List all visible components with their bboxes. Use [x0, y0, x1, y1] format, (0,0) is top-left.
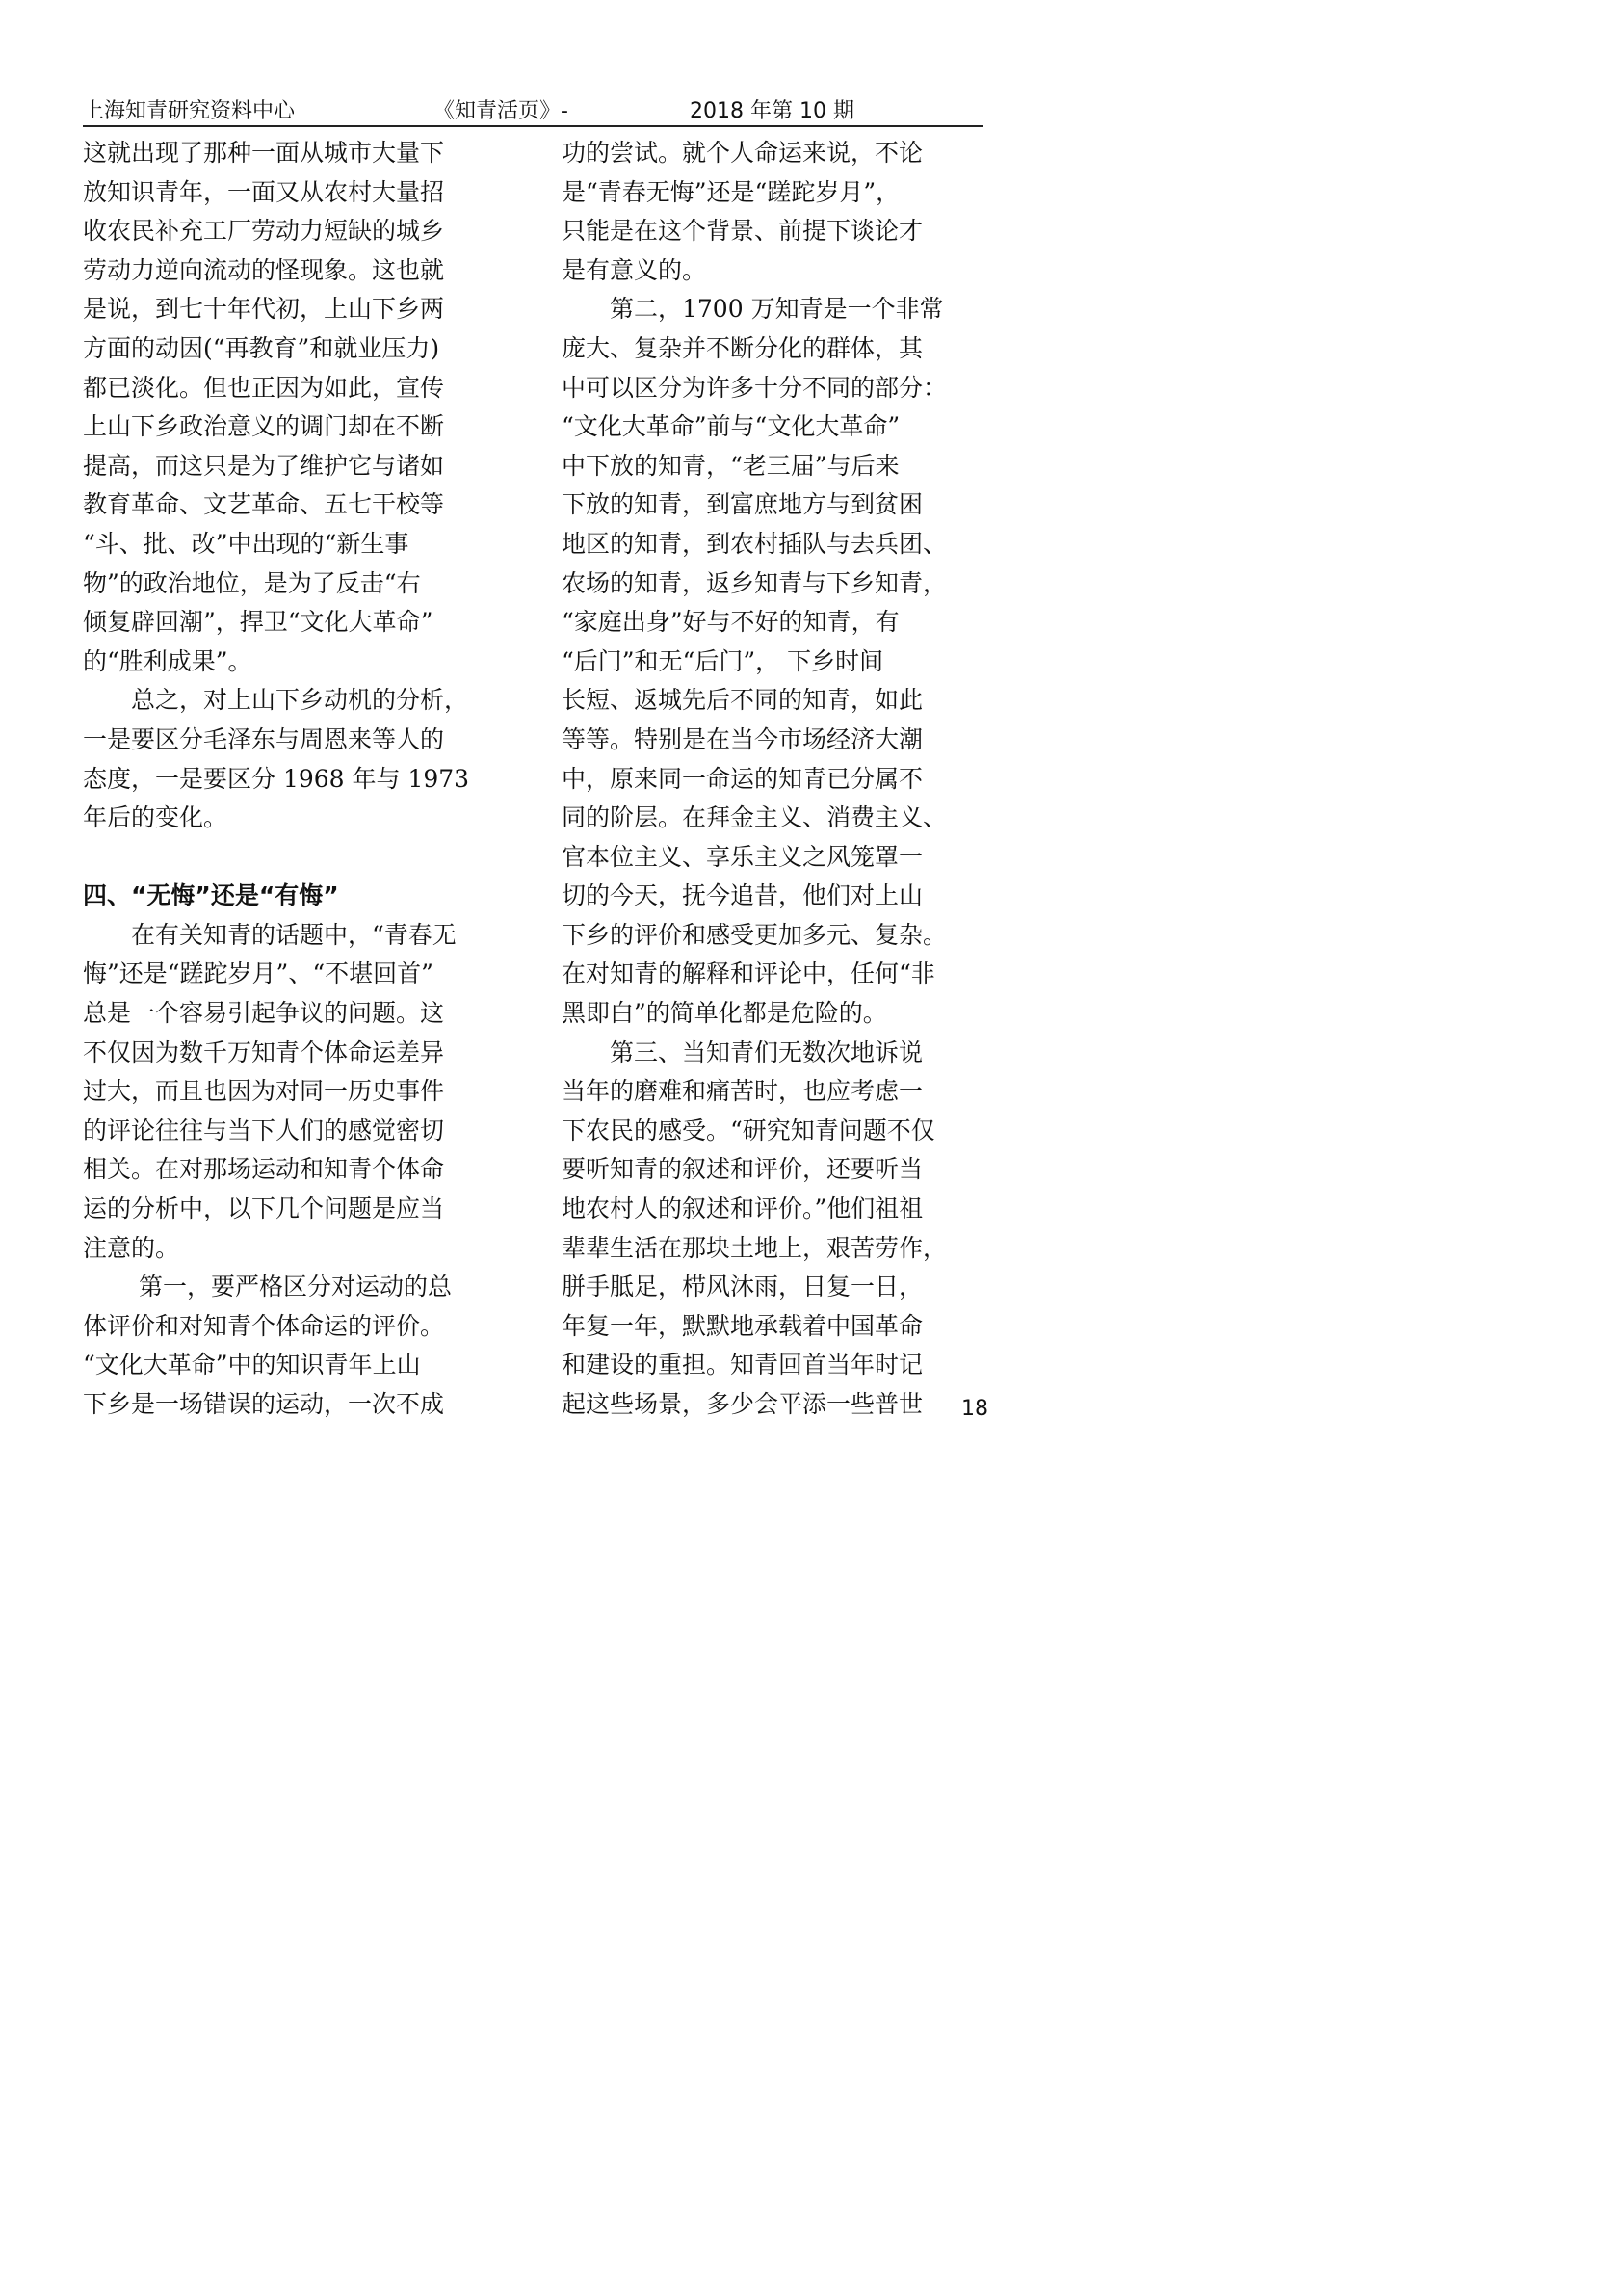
left-column-text-line: 注意的。 [83, 1233, 180, 1262]
left-column-text-line: 在有关知青的话题中，“青春无 [83, 920, 457, 949]
left-column-text-line: 劳动力逆向流动的怪现象。这也就 [83, 255, 445, 284]
right-column-text-line: 第二，1700 万知青是一个非常 [562, 295, 944, 324]
left-column-text-line: 体评价和对知青个体命运的评价。 [83, 1311, 445, 1340]
left-column-text-line: 不仅因为数千万知青个体命运差异 [83, 1037, 445, 1066]
right-column-text-line: 地区的知青，到农村插队与去兵团、 [562, 529, 948, 558]
left-column-text-line: 相关。在对那场运动和知青个体命 [83, 1155, 445, 1184]
right-column-text-line: 农场的知青，返乡知青与下乡知青， [562, 568, 948, 597]
right-column-text-line: 切的今天，抚今追昔，他们对上山 [562, 881, 924, 910]
left-column-text-line: 年后的变化。 [83, 803, 228, 832]
right-column-text-line: 年复一年，默默地承载着中国革命 [562, 1311, 924, 1340]
left-column-text-line: 态度，一是要区分 1968 年与 1973 [83, 764, 470, 793]
right-column-text-line: “家庭出身”好与不好的知青，有 [562, 608, 900, 637]
left-column-text-line: 物”的政治地位，是为了反击“右 [83, 568, 421, 597]
left-column-text-line: 上山下乡政治意义的调门却在不断 [83, 412, 445, 441]
header-journal-title: 《知青活页》- [433, 99, 568, 123]
header-rule [83, 125, 983, 127]
right-column-text-line: “后门”和无“后门”， 下乡时间 [562, 646, 884, 675]
left-column-text-line: 是说，到七十年代初，上山下乡两 [83, 295, 445, 324]
section-heading: 四、“无悔”还是“有悔” [83, 881, 339, 910]
right-column-text-line: 下乡的评价和感受更加多元、复杂。 [562, 920, 948, 949]
right-column-text-line: 黑即白”的简单化都是危险的。 [562, 999, 887, 1028]
left-column-text-line: 下乡是一场错误的运动，一次不成 [83, 1390, 445, 1418]
right-column-text-line: 胼手胝足，栉风沐雨，日复一日， [562, 1273, 924, 1301]
right-column-text-line: 等等。特别是在当今市场经济大潮 [562, 724, 924, 753]
right-column-text-line: 同的阶层。在拜金主义、消费主义、 [562, 803, 948, 832]
right-column-text-line: 当年的磨难和痛苦时，也应考虑一 [562, 1077, 924, 1106]
left-column-text-line: 收农民补充工厂劳动力短缺的城乡 [83, 217, 445, 246]
left-column-text-line: 倾复辟回潮”，捍卫“文化大革命” [83, 608, 433, 637]
right-column-text-line: 和建设的重担。知青回首当年时记 [562, 1351, 924, 1379]
right-column-text-line: “文化大革命”前与“文化大革命” [562, 412, 901, 441]
right-column-text-line: 只能是在这个背景、前提下谈论才 [562, 217, 924, 246]
left-column-text-line: 一是要区分毛泽东与周恩来等人的 [83, 724, 445, 753]
left-column-text-line: 运的分析中，以下几个问题是应当 [83, 1195, 445, 1223]
right-column-text-line: 起这些场景，多少会平添一些普世 [562, 1390, 924, 1418]
left-column-text-line: 提高，而这只是为了维护它与诸如 [83, 451, 445, 480]
left-column-text-line: 的“胜利成果”。 [83, 646, 252, 675]
right-column-text-line: 中可以区分为许多十分不同的部分： [562, 373, 948, 402]
right-column-text-line: 庞大、复杂并不断分化的群体，其 [562, 333, 924, 362]
left-column-text-line: 总是一个容易引起争议的问题。这 [83, 999, 445, 1028]
right-column-text-line: 辈辈生活在那块土地上，艰苦劳作， [562, 1233, 948, 1262]
right-column-text-line: 功的尝试。就个人命运来说，不论 [562, 139, 924, 167]
right-column-text-line: 第三、当知青们无数次地诉说 [562, 1037, 924, 1066]
right-column-text-line: 下农民的感受。“研究知青问题不仅 [562, 1116, 935, 1144]
right-column-text-line: 中，原来同一命运的知青已分属不 [562, 764, 924, 793]
left-column-text-line: 放知识青年，一面又从农村大量招 [83, 177, 445, 206]
right-column [562, 134, 985, 1425]
right-column-text-line: 要听知青的叙述和评价，还要听当 [562, 1155, 924, 1184]
right-column-text-line: 下放的知青，到富庶地方与到贫困 [562, 490, 924, 519]
right-column-text-line: 地农村人的叙述和评价。”他们祖祖 [562, 1195, 924, 1223]
right-column-text-line: 长短、返城先后不同的知青，如此 [562, 686, 924, 715]
left-column [83, 134, 499, 1425]
left-column-text-line: 第一，要严格区分对运动的总 [83, 1273, 452, 1301]
left-column-text-line: 过大，而且也因为对同一历史事件 [83, 1077, 445, 1106]
left-column-text-line: “斗、批、改”中出现的“新生事 [83, 529, 409, 558]
left-column-text-line: 悔”还是“蹉跎岁月”、“不堪回首” [83, 959, 433, 988]
running-header [83, 89, 983, 127]
left-column-text-line: 总之，对上山下乡动机的分析， [83, 686, 469, 715]
right-column-text-line: 中下放的知青，“老三届”与后来 [562, 451, 900, 480]
header-issue: 2018 年第 10 期 [690, 99, 854, 123]
right-column-text-line: 官本位主义、享乐主义之风笼罩一 [562, 842, 924, 871]
left-column-text-line: 这就出现了那种一面从城市大量下 [83, 139, 445, 167]
right-column-text-line: 是“青春无悔”还是“蹉跎岁月”， [562, 177, 901, 206]
left-column-text-line: “文化大革命”中的知识青年上山 [83, 1351, 421, 1379]
right-column-text-line: 是有意义的。 [562, 255, 707, 284]
left-column-text-line: 方面的动因(“再教育”和就业压力) [83, 333, 440, 362]
page-number: 18 [961, 1397, 988, 1421]
left-column-text-line: 教育革命、文艺革命、五七干校等 [83, 490, 445, 519]
right-column-text-line: 在对知青的解释和评论中，任何“非 [562, 959, 935, 988]
left-column-text-line: 都已淡化。但也正因为如此，宣传 [83, 373, 445, 402]
left-column-text-line [83, 838, 499, 878]
header-publisher: 上海知青研究资料中心 [83, 99, 296, 123]
left-column-text-line: 的评论往往与当下人们的感觉密切 [83, 1116, 445, 1144]
